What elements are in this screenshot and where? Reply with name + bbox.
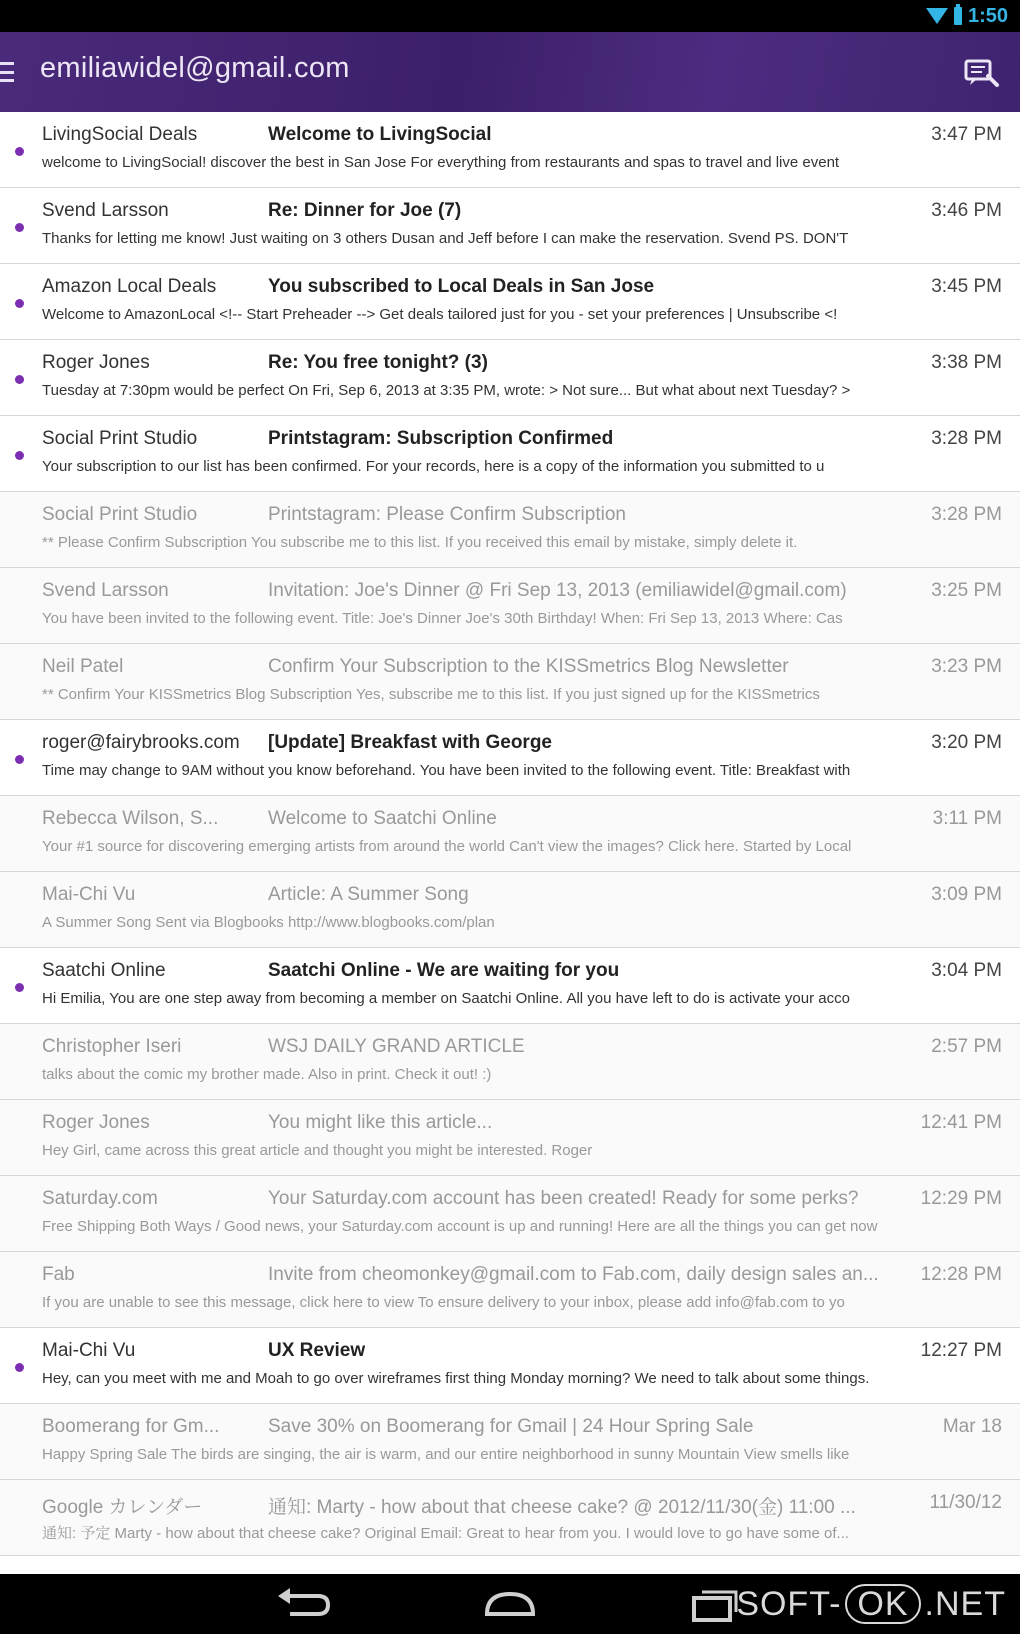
email-time: Mar 18 bbox=[942, 1416, 1002, 1437]
email-sender: Rebecca Wilson, S... bbox=[42, 808, 219, 829]
unread-dot-icon bbox=[15, 755, 24, 764]
email-snippet: talks about the comic my brother made. Also in print. Check it out! :) bbox=[42, 1066, 492, 1083]
email-subject: Save 30% on Boomerang for Gmail | 24 Hour Spring Sale bbox=[268, 1416, 754, 1437]
email-snippet: ** Please Confirm Subscription You subscribe me to this list. If you received this email by mistake, simply delete it. bbox=[42, 534, 798, 551]
email-row[interactable] bbox=[0, 340, 1020, 416]
email-snippet: If you are unable to see this message, click here to view To ensure delivery to your inbox, please add info@fab.com to yo bbox=[42, 1294, 845, 1311]
email-time: 3:23 PM bbox=[931, 656, 1002, 677]
email-sender: Roger Jones bbox=[42, 1112, 150, 1133]
watermark-middle: OK bbox=[845, 1584, 920, 1624]
status-bar bbox=[0, 0, 1020, 32]
email-snippet: Hey, can you meet with me and Moah to go over wireframes first thing Monday morning? We need to talk about some things. bbox=[42, 1370, 870, 1387]
email-subject: [Update] Breakfast with George bbox=[268, 732, 552, 753]
email-snippet: Hey Girl, came across this great article and thought you might be interested. Roger bbox=[42, 1142, 593, 1159]
email-sender: roger@fairybrooks.com bbox=[42, 732, 240, 753]
email-time: 3:09 PM bbox=[931, 884, 1002, 905]
email-row[interactable] bbox=[0, 1480, 1020, 1556]
email-snippet: Time may change to 9AM without you know beforehand. You have been invited to the following event. Title: Breakfast with bbox=[42, 762, 851, 779]
email-subject: You subscribed to Local Deals in San Jose bbox=[268, 276, 655, 297]
unread-dot-icon bbox=[15, 299, 24, 308]
email-subject: UX Review bbox=[268, 1340, 366, 1361]
email-snippet: Tuesday at 7:30pm would be perfect On Fri, Sep 6, 2013 at 3:35 PM, wrote: > Not sure... But what about next Tuesday? > bbox=[42, 382, 851, 399]
email-row[interactable] bbox=[0, 872, 1020, 948]
email-time: 3:20 PM bbox=[931, 732, 1002, 753]
email-subject: You might like this article... bbox=[268, 1112, 493, 1133]
unread-dot-icon bbox=[15, 147, 24, 156]
email-row[interactable] bbox=[0, 264, 1020, 340]
email-time: 3:25 PM bbox=[931, 580, 1002, 601]
wifi-icon bbox=[926, 8, 948, 24]
email-list[interactable] bbox=[0, 112, 1020, 1574]
email-sender: Amazon Local Deals bbox=[42, 276, 217, 297]
watermark bbox=[736, 1584, 1006, 1624]
email-snippet: welcome to LivingSocial! discover the best in San Jose For everything from restaurants and spas to travel and live event bbox=[42, 154, 840, 171]
email-snippet: A Summer Song Sent via Blogbooks http://www.blogbooks.com/plan bbox=[42, 914, 495, 931]
email-sender: LivingSocial Deals bbox=[42, 124, 198, 145]
email-time: 3:28 PM bbox=[931, 504, 1002, 525]
compose-icon[interactable] bbox=[964, 58, 1000, 88]
email-sender: Boomerang for Gm... bbox=[42, 1416, 220, 1437]
watermark-right: .NET bbox=[924, 1584, 1006, 1623]
navigation-bar bbox=[0, 1574, 1020, 1634]
email-subject: Article: A Summer Song bbox=[268, 884, 469, 905]
email-snippet: Your #1 source for discovering emerging artists from around the world Can't view the images? Click here. Started by Local bbox=[42, 838, 852, 855]
email-sender: Social Print Studio bbox=[42, 428, 198, 449]
email-row[interactable] bbox=[0, 948, 1020, 1024]
account-title[interactable]: emiliawidel@gmail.com bbox=[40, 52, 350, 84]
email-time: 3:47 PM bbox=[931, 124, 1002, 145]
email-time: 2:57 PM bbox=[931, 1036, 1002, 1057]
email-subject: Welcome to LivingSocial bbox=[268, 124, 492, 145]
email-time: 3:11 PM bbox=[932, 808, 1002, 829]
email-subject: 通知: Marty - how about that cheese cake? @ 2012/11/30(金) 11:00 ... bbox=[268, 1497, 856, 1518]
email-snippet: Happy Spring Sale The birds are singing, the air is warm, and our entire neighborhood in sunny Mountain View smells like bbox=[42, 1446, 850, 1463]
email-sender: Google カレンダー bbox=[42, 1497, 203, 1518]
email-row[interactable] bbox=[0, 1024, 1020, 1100]
email-subject: Saatchi Online - We are waiting for you bbox=[268, 960, 620, 981]
unread-dot-icon bbox=[15, 375, 24, 384]
email-row[interactable] bbox=[0, 644, 1020, 720]
email-sender: Svend Larsson bbox=[42, 200, 169, 221]
email-snippet: 通知: 予定 Marty - how about that cheese cake? Original Email: Great to hear from you. I would love to go have some of... bbox=[42, 1525, 850, 1542]
email-time: 3:38 PM bbox=[931, 352, 1002, 373]
email-row[interactable] bbox=[0, 796, 1020, 872]
email-time: 3:28 PM bbox=[931, 428, 1002, 449]
email-row[interactable] bbox=[0, 492, 1020, 568]
email-subject: Re: Dinner for Joe (7) bbox=[268, 200, 462, 221]
email-snippet: Your subscription to our list has been confirmed. For your records, here is a copy of the information you submitted to u bbox=[42, 458, 825, 475]
email-snippet: Thanks for letting me know! Just waiting on 3 others Dusan and Jeff before I can make the reservation. Svend PS. DON'T bbox=[42, 230, 849, 247]
email-time: 3:45 PM bbox=[931, 276, 1002, 297]
unread-dot-icon bbox=[15, 1363, 24, 1372]
email-snippet: Welcome to AmazonLocal <!-- Start Preheader --> Get deals tailored just for you - set your preferences | Unsubscribe <! bbox=[42, 306, 838, 323]
status-time: 1:50 bbox=[967, 4, 1008, 27]
email-subject: Confirm Your Subscription to the KISSmetrics Blog Newsletter bbox=[268, 656, 789, 677]
email-sender: Saturday.com bbox=[42, 1188, 158, 1209]
unread-dot-icon bbox=[15, 983, 24, 992]
email-time: 3:04 PM bbox=[931, 960, 1002, 981]
email-subject: Welcome to Saatchi Online bbox=[268, 808, 497, 829]
email-time: 12:28 PM bbox=[920, 1264, 1002, 1285]
email-row[interactable] bbox=[0, 720, 1020, 796]
email-time: 12:29 PM bbox=[920, 1188, 1002, 1209]
email-subject: Printstagram: Subscription Confirmed bbox=[268, 428, 614, 449]
email-time: 12:27 PM bbox=[920, 1340, 1002, 1361]
battery-icon bbox=[954, 7, 962, 25]
email-row[interactable] bbox=[0, 1176, 1020, 1252]
email-snippet: Hi Emilia, You are one step away from becoming a member on Saatchi Online. All you have left to do is activate your acco bbox=[42, 990, 850, 1007]
email-time: 3:46 PM bbox=[931, 200, 1002, 221]
email-subject: Invite from cheomonkey@gmail.com to Fab.com, daily design sales an... bbox=[268, 1264, 879, 1285]
email-snippet: Free Shipping Both Ways / Good news, your Saturday.com account is up and running! Here are all the things you can get now bbox=[42, 1218, 878, 1235]
email-subject: Printstagram: Please Confirm Subscription bbox=[268, 504, 626, 525]
email-row[interactable] bbox=[0, 416, 1020, 492]
email-snippet: You have been invited to the following event. Title: Joe's Dinner Joe's 30th Birthday! When: Fri Sep 13, 2013 Where: Cas bbox=[42, 610, 843, 627]
email-sender: Social Print Studio bbox=[42, 504, 198, 525]
watermark-left: SOFT- bbox=[736, 1584, 842, 1623]
status-icons bbox=[926, 4, 1008, 28]
back-icon[interactable] bbox=[268, 1584, 338, 1624]
app-bar bbox=[0, 32, 1020, 112]
email-snippet: ** Confirm Your KISSmetrics Blog Subscription Yes, subscribe me to this list. If you just signed up for the KISSmetrics bbox=[42, 686, 820, 703]
email-sender: Svend Larsson bbox=[42, 580, 169, 601]
email-sender: Mai-Chi Vu bbox=[42, 1340, 136, 1361]
email-sender: Saatchi Online bbox=[42, 960, 166, 981]
email-time: 11/30/12 bbox=[929, 1492, 1002, 1513]
menu-icon[interactable] bbox=[0, 62, 14, 82]
email-row[interactable] bbox=[0, 112, 1020, 188]
email-subject: Your Saturday.com account has been created! Ready for some perks? bbox=[268, 1188, 859, 1209]
email-subject: Re: You free tonight? (3) bbox=[268, 352, 488, 373]
unread-dot-icon bbox=[15, 223, 24, 232]
email-row[interactable] bbox=[0, 1252, 1020, 1328]
home-icon[interactable] bbox=[475, 1584, 545, 1624]
email-row[interactable] bbox=[0, 1328, 1020, 1404]
email-subject: WSJ DAILY GRAND ARTICLE bbox=[268, 1036, 525, 1057]
unread-dot-icon bbox=[15, 451, 24, 460]
email-sender: Christopher Iseri bbox=[42, 1036, 182, 1057]
email-row[interactable] bbox=[0, 568, 1020, 644]
email-row[interactable] bbox=[0, 188, 1020, 264]
email-sender: Roger Jones bbox=[42, 352, 150, 373]
email-time: 12:41 PM bbox=[920, 1112, 1002, 1133]
email-subject: Invitation: Joe's Dinner @ Fri Sep 13, 2013 (emiliawidel@gmail.com) bbox=[268, 580, 847, 601]
email-sender: Neil Patel bbox=[42, 656, 124, 677]
email-sender: Mai-Chi Vu bbox=[42, 884, 136, 905]
email-row[interactable] bbox=[0, 1100, 1020, 1176]
email-row[interactable] bbox=[0, 1404, 1020, 1480]
email-sender: Fab bbox=[42, 1264, 75, 1285]
